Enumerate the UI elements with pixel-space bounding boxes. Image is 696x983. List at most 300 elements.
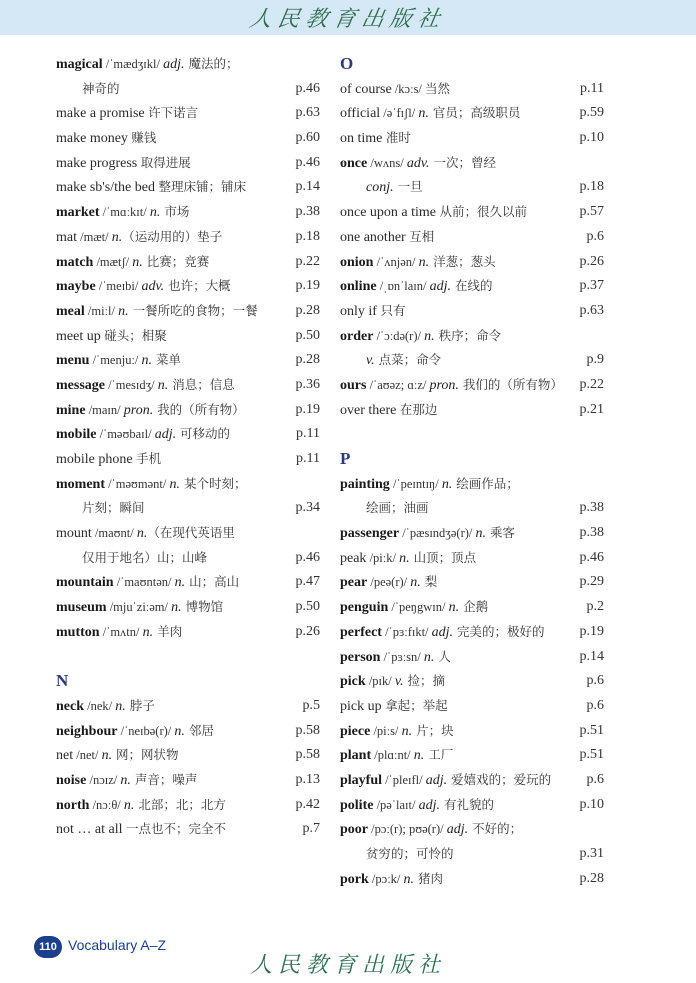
chinese-meaning: （在现代英语里 (147, 525, 235, 541)
page-reference: p.46 (579, 549, 604, 565)
phonetic: /mæt/ (77, 229, 112, 244)
vocab-entry (340, 274, 604, 299)
vocab-entry (340, 496, 604, 521)
vocab-entry (340, 175, 604, 200)
vocab-entry (56, 793, 320, 818)
part-of-speech: adv. (141, 279, 165, 295)
footer-publisher (0, 948, 696, 979)
page-reference: p.9 (586, 352, 604, 368)
vocabulary-columns (56, 52, 606, 902)
headword: moment (56, 476, 105, 492)
page-reference: p.38 (579, 500, 604, 516)
headword: painting (340, 476, 390, 492)
chinese-meaning: 爱嬉戏的；爱玩的 (447, 771, 552, 787)
phonetic: /ˈmesɪdʒ/ (105, 377, 158, 392)
part-of-speech: v. (394, 674, 404, 690)
chinese-meaning: 拿起；举起 (385, 697, 448, 713)
headword: order (340, 328, 374, 344)
headword: only if (340, 303, 381, 319)
vocab-entry (56, 126, 320, 151)
chinese-meaning: 整理床铺；铺床 (158, 179, 246, 195)
vocab-entry (340, 324, 604, 349)
page-number-badge: 110 (34, 936, 62, 958)
headword: neighbour (56, 723, 118, 739)
chinese-meaning: 绘画；油画 (366, 500, 429, 516)
chinese-meaning: 比赛；竞赛 (142, 253, 210, 269)
vocab-entry (340, 521, 604, 546)
vocab-entry (340, 200, 604, 225)
vocab-entry (56, 595, 320, 620)
section-spacer (340, 422, 604, 447)
vocab-entry (340, 768, 604, 793)
phonetic: /ˈneɪbə(r)/ (117, 723, 175, 738)
part-of-speech: n. (157, 377, 169, 393)
headword: polite (340, 797, 374, 813)
page-reference: p.46 (295, 549, 320, 565)
part-of-speech: n. (424, 328, 435, 344)
phonetic: /ˈɔːdə(r)/ (373, 328, 425, 343)
vocab-entry (56, 620, 320, 645)
part-of-speech: n. (169, 476, 180, 492)
chinese-meaning: 市场 (160, 204, 190, 220)
vocab-entry (56, 225, 320, 250)
page-reference: p.6 (586, 228, 604, 244)
headword: playful (340, 772, 383, 788)
phonetic: /piːk/ (366, 550, 400, 565)
phonetic: /əˈfɪʃl/ (380, 106, 419, 121)
chinese-meaning: 手机 (136, 451, 162, 466)
right-column (340, 52, 604, 891)
footer-title: Vocabulary A–Z (68, 937, 167, 953)
headword: ours (340, 377, 367, 393)
page-reference: p.19 (579, 623, 604, 639)
part-of-speech: adj. (154, 427, 177, 443)
chinese-meaning: 互相 (409, 228, 435, 244)
chinese-meaning: 当然 (425, 80, 451, 96)
part-of-speech: n. (441, 476, 453, 492)
phonetic: /peə(r)/ (367, 575, 411, 590)
page-reference: p.50 (295, 327, 320, 343)
page-reference: p.50 (295, 599, 320, 615)
left-column (56, 52, 320, 842)
page-reference: p.5 (302, 697, 320, 713)
publisher-logo: 人民教育出版社 (247, 7, 448, 32)
vocab-entry (340, 645, 604, 670)
page-reference: p.47 (295, 574, 320, 590)
phonetic: /ˈpeŋgwɪn/ (388, 600, 449, 615)
section-letter: P (340, 449, 351, 468)
phonetic: /pɔː(r); pʊə(r)/ (368, 822, 447, 837)
headword: museum (56, 600, 107, 616)
part-of-speech: adj. (431, 624, 454, 640)
chinese-meaning: 仅用于地名）山；山峰 (82, 549, 208, 565)
phonetic: /ˈmɑːkɪt/ (99, 205, 150, 220)
phonetic: /kɔːs/ (391, 81, 426, 96)
page-reference: p.42 (295, 796, 320, 812)
part-of-speech: n. (418, 254, 430, 270)
part-of-speech: n. (111, 229, 123, 245)
vocab-entry (56, 299, 320, 324)
page-reference: p.51 (579, 747, 604, 763)
chinese-meaning: 取得进展 (140, 154, 191, 170)
headword: maybe (56, 279, 96, 295)
chinese-meaning: 一旦 (393, 179, 423, 195)
page-reference: p.26 (579, 253, 604, 269)
chinese-meaning: 点菜；命令 (374, 352, 442, 368)
vocab-entry (56, 768, 320, 793)
page-reference: p.13 (295, 771, 320, 787)
headword: meet up (56, 328, 105, 344)
page-reference: p.63 (579, 302, 604, 318)
section-spacer (56, 645, 320, 670)
page-reference: p.6 (586, 771, 604, 787)
chinese-meaning: 猪肉 (414, 870, 443, 886)
part-of-speech: n. (174, 723, 185, 739)
vocab-entry (340, 398, 604, 423)
headword: penguin (340, 600, 389, 616)
page-reference: p.10 (579, 796, 604, 812)
chinese-meaning: 赚钱 (131, 130, 157, 146)
part-of-speech: n. (136, 526, 148, 542)
chinese-meaning: 也许；大概 (164, 278, 231, 294)
page-reference: p.19 (295, 278, 320, 294)
vocab-entry (340, 373, 604, 398)
vocab-entry (56, 274, 320, 299)
vocab-entry (340, 348, 604, 373)
part-of-speech: pron. (123, 402, 154, 418)
phonetic: /net/ (73, 748, 102, 763)
phonetic: /ˈməʊbaɪl/ (96, 427, 155, 442)
vocab-entry (56, 472, 320, 497)
page-reference: p.38 (579, 525, 604, 541)
headword: mount (56, 526, 92, 542)
chinese-meaning: 有礼貌的 (439, 796, 494, 812)
chinese-meaning: 梨 (420, 574, 438, 590)
headword: pear (340, 575, 368, 591)
page-reference: p.22 (295, 253, 320, 269)
page-reference: p.7 (302, 821, 320, 837)
phonetic: /ˈmʌtn/ (99, 624, 143, 639)
phonetic: /ˈmædʒɪkl/ (102, 57, 164, 71)
part-of-speech: n. (118, 303, 129, 319)
header-band (0, 0, 696, 35)
phonetic: /ˈpeɪntɪŋ/ (389, 476, 442, 491)
headword: market (56, 205, 100, 221)
chinese-meaning: 可移动的 (176, 426, 231, 442)
chinese-meaning: 一点也不；完全不 (126, 821, 227, 837)
vocab-entry (340, 867, 604, 892)
chinese-meaning: 网；网状物 (112, 747, 179, 763)
phonetic: /ˈʌnjən/ (373, 254, 419, 269)
chinese-meaning: 工厂 (424, 747, 454, 763)
page-reference: p.6 (586, 697, 604, 713)
vocab-entry (56, 743, 320, 768)
phonetic: /ˈməʊmənt/ (105, 476, 170, 491)
chinese-meaning: 消息；信息 (168, 376, 235, 392)
vocab-entry (340, 225, 604, 250)
page-reference: p.21 (579, 401, 604, 417)
vocab-entry (56, 52, 320, 77)
chinese-meaning: 某个时刻； (179, 475, 247, 491)
chinese-meaning: 秩序；命令 (434, 327, 502, 343)
headword: mobile (56, 427, 97, 443)
vocab-entry (340, 694, 604, 719)
chinese-meaning: 官员；高级职员 (428, 105, 521, 121)
headword: make a promise (56, 106, 149, 122)
headword: mountain (56, 575, 114, 591)
chinese-meaning: 准时 (385, 130, 411, 146)
headword: pick (340, 674, 366, 690)
phonetic: /ˈmaʊntən/ (113, 575, 175, 590)
page-reference: p.60 (295, 130, 320, 146)
vocab-entry (56, 447, 320, 472)
headword: piece (340, 723, 371, 739)
vocab-entry (340, 299, 604, 324)
page-reference: p.46 (295, 154, 320, 170)
headword: pick up (340, 698, 386, 714)
section-letter: O (340, 54, 354, 73)
headword: make sb's/the bed (56, 180, 159, 196)
part-of-speech: adj. (418, 797, 440, 813)
page-reference: p.63 (295, 105, 320, 121)
phonetic: /ˈpæsɪndʒə(r)/ (399, 526, 476, 541)
headword: mat (56, 229, 77, 245)
part-of-speech: n. (120, 772, 131, 788)
vocab-entry (56, 324, 320, 349)
vocab-entry (340, 669, 604, 694)
page-reference: p.51 (579, 722, 604, 738)
vocab-entry (340, 101, 604, 126)
publisher-logo: 人民教育出版社 (249, 953, 446, 978)
vocab-entry (340, 250, 604, 275)
chinese-meaning: 从前；很久以前 (439, 204, 528, 220)
headword: net (56, 748, 74, 764)
part-of-speech: n. (101, 748, 113, 764)
part-of-speech: n. (399, 550, 410, 566)
chinese-meaning: 我的（所有物） (153, 401, 245, 417)
phonetic: /ˈaʊəz; ɑːz/ (366, 377, 430, 392)
page-reference: p.11 (580, 80, 604, 96)
phonetic: /ˈpɜːfɪkt/ (381, 624, 432, 639)
headword: not … at all (56, 822, 126, 838)
phonetic: /ˈpleɪfl/ (382, 772, 426, 787)
vocab-entry (56, 151, 320, 176)
part-of-speech: n. (132, 254, 143, 270)
chinese-meaning: 在线的 (451, 278, 493, 294)
chinese-meaning: 企鹅 (459, 599, 489, 615)
vocab-entry (56, 546, 320, 571)
page-reference: p.28 (295, 352, 320, 368)
page-reference: p.31 (579, 846, 604, 861)
headword: magical (56, 57, 103, 72)
part-of-speech: n. (141, 353, 153, 369)
headword: pork (340, 871, 369, 887)
chinese-meaning: 我们的（所有物） (458, 376, 563, 392)
headword: on time (340, 131, 386, 147)
vocab-entry (56, 570, 320, 595)
page-reference: p.34 (295, 500, 320, 516)
headword: person (340, 649, 381, 665)
vocab-entry (56, 817, 320, 842)
vocab-entry (56, 348, 320, 373)
chinese-meaning: 菜单 (152, 352, 182, 368)
headword: of course (340, 81, 392, 97)
page-reference: p.22 (579, 376, 604, 392)
vocab-entry (56, 77, 320, 102)
phonetic: /nek/ (84, 698, 116, 713)
phonetic: /ˈmeɪbi/ (95, 279, 142, 294)
vocab-entry (340, 793, 604, 818)
page-reference: p.26 (295, 623, 320, 639)
page-reference: p.2 (586, 599, 604, 615)
part-of-speech: pron. (429, 377, 459, 393)
part-of-speech: n. (401, 723, 413, 739)
phonetic: /maɪn/ (85, 402, 124, 417)
vocab-entry (56, 521, 320, 546)
chinese-meaning: 山顶；顶点 (409, 549, 477, 565)
headword: mobile phone (56, 452, 137, 467)
part-of-speech: n. (423, 649, 435, 665)
page-reference: p.18 (295, 228, 320, 244)
chinese-meaning: 许下诺言 (148, 105, 199, 121)
chinese-meaning: 人 (434, 648, 451, 664)
chinese-meaning: 完美的；极好的 (453, 623, 545, 639)
headword: neck (56, 698, 84, 714)
headword: once upon a time (340, 205, 440, 221)
part-of-speech: n. (410, 575, 421, 591)
part-of-speech: n. (418, 106, 429, 122)
phonetic: /ˈpɜːsn/ (380, 649, 424, 664)
headword: over there (340, 402, 400, 418)
page-reference: p.19 (295, 401, 320, 417)
headword: noise (56, 772, 87, 788)
vocab-entry (56, 719, 320, 744)
vocab-entry (56, 398, 320, 423)
page-reference: p.11 (296, 451, 320, 466)
chinese-meaning: 神奇的 (82, 80, 120, 96)
chinese-meaning: 片；块 (412, 722, 454, 738)
vocab-entry (340, 743, 604, 768)
part-of-speech: adv. (406, 155, 430, 171)
phonetic: /nɔːθ/ (89, 797, 124, 812)
phonetic: /miːl/ (84, 303, 119, 318)
vocab-entry (56, 694, 320, 719)
headword: north (56, 797, 90, 813)
headword: make money (56, 131, 132, 147)
phonetic: /wʌns/ (367, 155, 407, 170)
headword: one another (340, 229, 410, 245)
vocab-entry (340, 77, 604, 102)
headword: make progress (56, 155, 141, 171)
chinese-meaning: 魔法的； (184, 56, 239, 71)
headword: perfect (340, 624, 382, 640)
part-of-speech: adj. (163, 57, 185, 72)
vocab-entry (340, 472, 604, 497)
headword: menu (56, 353, 90, 369)
phonetic: /piːs/ (370, 723, 402, 738)
chinese-meaning: 片刻；瞬间 (82, 500, 145, 516)
page-reference: p.57 (579, 204, 604, 220)
headword: poor (340, 822, 368, 838)
headword: passenger (340, 526, 400, 542)
page-reference: p.37 (579, 278, 604, 294)
part-of-speech: n. (142, 624, 154, 640)
part-of-speech: n. (413, 748, 425, 764)
part-of-speech: n. (123, 797, 135, 813)
chinese-meaning: 羊肉 (153, 623, 183, 639)
chinese-meaning: 碰头；相聚 (104, 327, 167, 343)
vocab-entry (56, 175, 320, 200)
part-of-speech: adj. (446, 822, 469, 838)
vocab-entry (56, 422, 320, 447)
vocab-entry (56, 101, 320, 126)
page-reference: p.58 (295, 722, 320, 738)
vocab-entry (56, 496, 320, 521)
headword: official (340, 106, 381, 122)
vocab-entry (340, 842, 604, 867)
vocab-entry (340, 595, 604, 620)
phonetic: /ˈmenjuː/ (89, 353, 142, 368)
part-of-speech: adj. (429, 279, 452, 295)
headword: message (56, 377, 105, 393)
page-reference: p.38 (295, 204, 320, 220)
vocab-entry (340, 546, 604, 571)
chinese-meaning: 洋葱；葱头 (429, 253, 496, 269)
part-of-speech: v. (366, 353, 375, 369)
vocab-entry (340, 719, 604, 744)
chinese-meaning: 山；高山 (185, 574, 240, 590)
page-reference: p.18 (579, 179, 604, 195)
chinese-meaning: 乘客 (486, 525, 515, 541)
part-of-speech: n. (403, 871, 415, 887)
chinese-meaning: 脖子 (125, 697, 155, 713)
headword: mine (56, 402, 86, 418)
headword: peak (340, 550, 367, 566)
vocab-entry (340, 151, 604, 176)
page-reference: p.36 (295, 376, 320, 392)
page-reference: p.59 (579, 105, 604, 121)
phonetic: /mætʃ/ (93, 254, 133, 269)
chinese-meaning: 一次；曾经 (429, 154, 496, 170)
phonetic: /pəˈlaɪt/ (373, 797, 419, 812)
phonetic: /pɪk/ (365, 674, 395, 689)
part-of-speech: n. (174, 575, 186, 591)
page-reference: p.10 (579, 130, 604, 146)
page-reference: p.46 (295, 80, 320, 96)
section-letter: N (56, 671, 69, 691)
vocab-entry (340, 570, 604, 595)
part-of-speech: n. (448, 600, 460, 616)
phonetic: /mjuˈziːəm/ (106, 600, 172, 615)
chinese-meaning: 声音；噪声 (130, 771, 198, 787)
page-reference: p.29 (579, 574, 604, 590)
page-reference: p.11 (296, 426, 320, 442)
chinese-meaning: 捡；摘 (403, 673, 446, 689)
page-reference: p.58 (295, 747, 320, 763)
headword: plant (340, 748, 372, 764)
chinese-meaning: 北部；北；北方 (134, 796, 226, 812)
phonetic: /plɑːnt/ (371, 748, 414, 763)
chinese-meaning: 博物馆 (181, 599, 224, 615)
page-reference: p.28 (295, 302, 320, 318)
vocab-entry (340, 817, 604, 842)
part-of-speech: adj. (425, 772, 448, 788)
headword: onion (340, 254, 374, 270)
vocab-entry (340, 126, 604, 151)
chinese-meaning: 只有 (380, 302, 406, 318)
headword: meal (56, 303, 85, 319)
chinese-meaning: 绘画作品； (452, 475, 519, 491)
